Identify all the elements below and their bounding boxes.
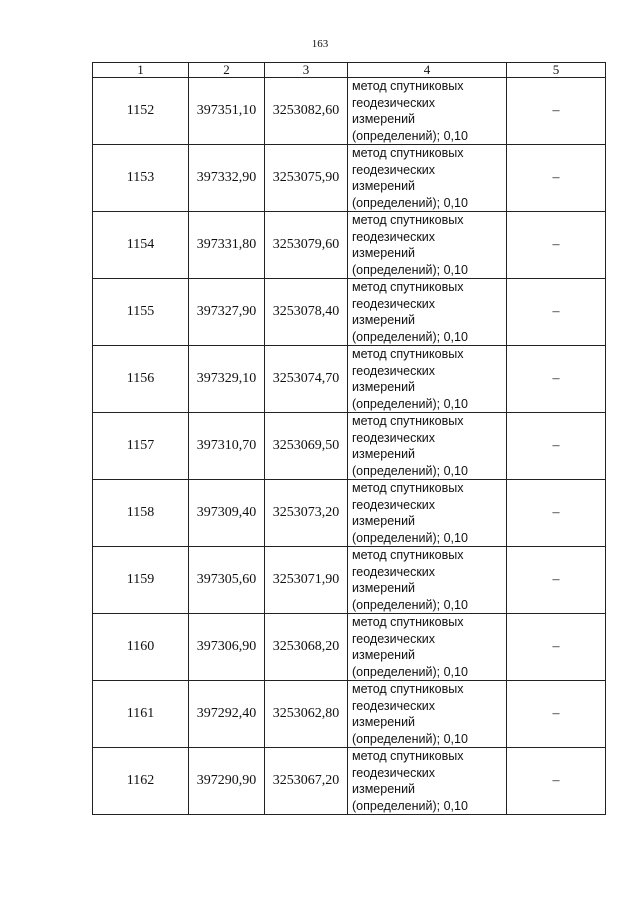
column5-cell: – <box>507 413 606 480</box>
method-line: измерений <box>352 179 416 193</box>
point-number-cell: 1159 <box>93 547 189 614</box>
method-line: геодезических <box>352 363 436 378</box>
method-line: метод спутниковых <box>352 682 464 696</box>
method-cell <box>348 547 507 614</box>
method-line: (определений); 0,10 <box>352 798 468 813</box>
point-number-cell: 1158 <box>93 480 189 547</box>
method-line: (определений); 0,10 <box>352 262 468 277</box>
method-line: метод спутниковых <box>352 347 464 361</box>
column-header: 5 <box>507 63 606 78</box>
x-coordinate-cell: 397332,90 <box>189 145 265 212</box>
method-line: метод спутниковых <box>352 146 464 160</box>
method-cell <box>348 681 507 748</box>
column5-cell: – <box>507 681 606 748</box>
method-cell <box>348 346 507 413</box>
column-header: 2 <box>189 63 265 78</box>
y-coordinate-cell: 3253078,40 <box>265 279 348 346</box>
method-line: геодезических <box>352 162 436 177</box>
x-coordinate-cell: 397290,90 <box>189 748 265 815</box>
column5-cell: – <box>507 212 606 279</box>
method-line: измерений <box>352 782 416 796</box>
method-line: (определений); 0,10 <box>352 128 468 143</box>
method-line: геодезических <box>352 229 436 244</box>
method-line: метод спутниковых <box>352 79 464 93</box>
method-line: измерений <box>352 313 416 327</box>
x-coordinate-cell: 397292,40 <box>189 681 265 748</box>
y-coordinate-cell: 3253074,70 <box>265 346 348 413</box>
y-coordinate-cell: 3253067,20 <box>265 748 348 815</box>
method-line: измерений <box>352 447 416 461</box>
method-line: измерений <box>352 380 416 394</box>
column5-cell: – <box>507 279 606 346</box>
method-line: (определений); 0,10 <box>352 597 468 612</box>
point-number-cell: 1160 <box>93 614 189 681</box>
table-row <box>93 480 606 547</box>
y-coordinate-cell: 3253069,50 <box>265 413 348 480</box>
table-row <box>93 614 606 681</box>
method-line: метод спутниковых <box>352 615 464 629</box>
point-number-cell: 1154 <box>93 212 189 279</box>
coordinates-table <box>92 62 606 815</box>
method-line: измерений <box>352 514 416 528</box>
method-line: (определений); 0,10 <box>352 530 468 545</box>
method-line: (определений); 0,10 <box>352 664 468 679</box>
method-line: геодезических <box>352 564 436 579</box>
column5-cell: – <box>507 547 606 614</box>
table-row <box>93 748 606 815</box>
table-row <box>93 279 606 346</box>
column-header: 1 <box>93 63 189 78</box>
method-line: геодезических <box>352 430 436 445</box>
method-cell <box>348 212 507 279</box>
y-coordinate-cell: 3253062,80 <box>265 681 348 748</box>
point-number-cell: 1157 <box>93 413 189 480</box>
table-row <box>93 212 606 279</box>
y-coordinate-cell: 3253073,20 <box>265 480 348 547</box>
method-line: (определений); 0,10 <box>352 195 468 210</box>
method-line: геодезических <box>352 95 436 110</box>
y-coordinate-cell: 3253071,90 <box>265 547 348 614</box>
column5-cell: – <box>507 78 606 145</box>
method-cell <box>348 413 507 480</box>
x-coordinate-cell: 397351,10 <box>189 78 265 145</box>
method-line: метод спутниковых <box>352 280 464 294</box>
method-line: геодезических <box>352 497 436 512</box>
method-line: метод спутниковых <box>352 213 464 227</box>
point-number-cell: 1156 <box>93 346 189 413</box>
x-coordinate-cell: 397329,10 <box>189 346 265 413</box>
column5-cell: – <box>507 346 606 413</box>
column-header: 4 <box>348 63 507 78</box>
method-cell <box>348 279 507 346</box>
y-coordinate-cell: 3253082,60 <box>265 78 348 145</box>
x-coordinate-cell: 397305,60 <box>189 547 265 614</box>
table-row <box>93 145 606 212</box>
point-number-cell: 1161 <box>93 681 189 748</box>
column-header: 3 <box>265 63 348 78</box>
y-coordinate-cell: 3253075,90 <box>265 145 348 212</box>
x-coordinate-cell: 397331,80 <box>189 212 265 279</box>
method-line: измерений <box>352 246 416 260</box>
table-row <box>93 547 606 614</box>
method-line: геодезических <box>352 698 436 713</box>
method-line: (определений); 0,10 <box>352 396 468 411</box>
method-line: измерений <box>352 715 416 729</box>
x-coordinate-cell: 397310,70 <box>189 413 265 480</box>
y-coordinate-cell: 3253079,60 <box>265 212 348 279</box>
method-line: (определений); 0,10 <box>352 463 468 478</box>
method-line: измерений <box>352 112 416 126</box>
method-line: метод спутниковых <box>352 481 464 495</box>
method-cell <box>348 78 507 145</box>
table-row <box>93 681 606 748</box>
method-line: (определений); 0,10 <box>352 329 468 344</box>
method-cell <box>348 614 507 681</box>
table-header-row <box>93 63 606 78</box>
table-row <box>93 78 606 145</box>
method-cell <box>348 145 507 212</box>
column5-cell: – <box>507 145 606 212</box>
method-line: геодезических <box>352 765 436 780</box>
x-coordinate-cell: 397309,40 <box>189 480 265 547</box>
method-cell <box>348 480 507 547</box>
method-cell <box>348 748 507 815</box>
method-line: геодезических <box>352 631 436 646</box>
point-number-cell: 1153 <box>93 145 189 212</box>
x-coordinate-cell: 397327,90 <box>189 279 265 346</box>
x-coordinate-cell: 397306,90 <box>189 614 265 681</box>
method-line: метод спутниковых <box>352 548 464 562</box>
column5-cell: – <box>507 480 606 547</box>
method-line: метод спутниковых <box>352 414 464 428</box>
column5-cell: – <box>507 614 606 681</box>
point-number-cell: 1155 <box>93 279 189 346</box>
method-line: метод спутниковых <box>352 749 464 763</box>
y-coordinate-cell: 3253068,20 <box>265 614 348 681</box>
point-number-cell: 1152 <box>93 78 189 145</box>
table-row <box>93 346 606 413</box>
page-number: 163 <box>311 38 329 50</box>
column5-cell: – <box>507 748 606 815</box>
method-line: (определений); 0,10 <box>352 731 468 746</box>
method-line: измерений <box>352 648 416 662</box>
method-line: измерений <box>352 581 416 595</box>
table-row <box>93 413 606 480</box>
method-line: геодезических <box>352 296 436 311</box>
point-number-cell: 1162 <box>93 748 189 815</box>
